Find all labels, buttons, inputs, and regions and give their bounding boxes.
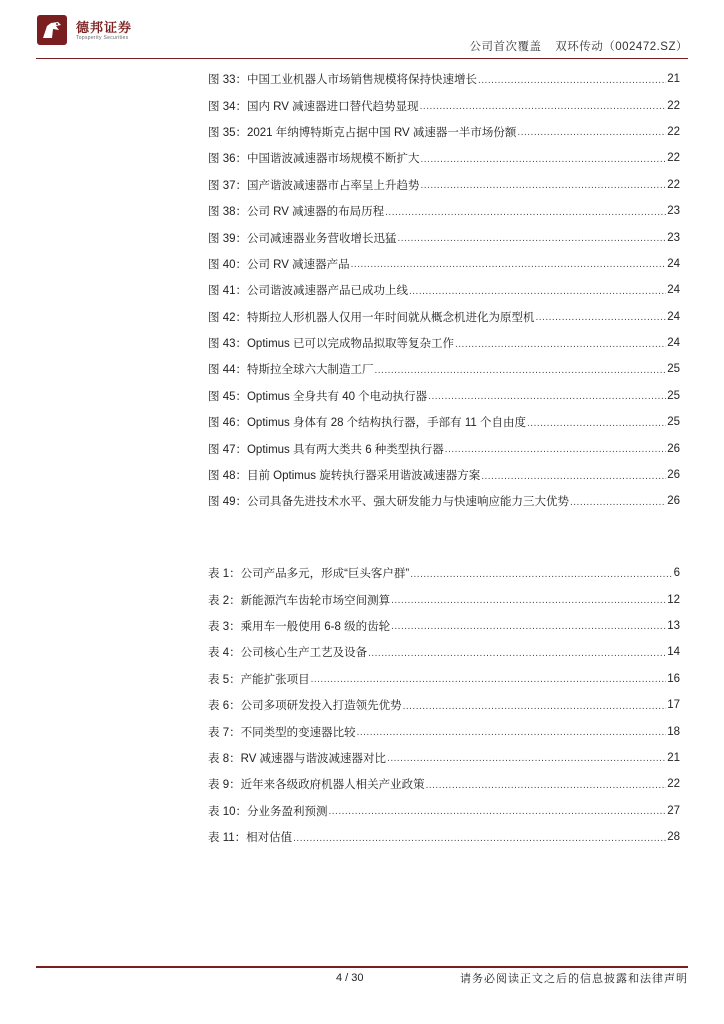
toc-entry-title: 图 43：Optimus 已可以完成物品拟取等复杂工作 (208, 338, 454, 351)
figure-toc-entry[interactable] (208, 66, 680, 92)
logo-subtitle: Topsperity Securities (76, 35, 129, 41)
toc-page-number: 25 (667, 389, 680, 402)
table-toc-entry[interactable] (208, 586, 680, 612)
toc-leader-dots (351, 259, 667, 270)
figure-toc-entry[interactable] (208, 224, 680, 250)
page-number: 4 / 30 (336, 972, 364, 984)
toc-page-number: 22 (667, 778, 680, 791)
figure-toc-entry[interactable] (208, 462, 680, 488)
figure-toc-entry[interactable] (208, 383, 680, 409)
figure-toc-entry[interactable] (208, 119, 680, 145)
table-toc-entry[interactable] (208, 718, 680, 744)
table-toc-entry[interactable] (208, 692, 680, 718)
toc-entry-title: 表 2：新能源汽车齿轮市场空间测算 (208, 594, 391, 607)
toc-entry-title: 表 8：RV 减速器与谐波减速器对比 (208, 752, 387, 765)
figure-toc-entry[interactable] (208, 251, 680, 277)
toc-page-number: 21 (667, 73, 680, 86)
table-toc-entry[interactable] (208, 798, 680, 824)
toc-leader-dots (478, 75, 666, 86)
toc-entry-title: 表 4：公司核心生产工艺及设备 (208, 647, 368, 660)
toc-leader-dots (481, 471, 666, 482)
report-type: 公司首次覆盖 (469, 41, 542, 53)
toc-entry-title: 图 40：公司 RV 减速器产品 (208, 258, 350, 271)
logo-name: 德邦证券 (76, 20, 133, 35)
table-toc-entry[interactable] (208, 639, 680, 665)
table-toc-entry[interactable] (208, 745, 680, 771)
toc-page-number: 6 (673, 567, 680, 580)
toc-entry-title: 表 7：不同类型的变速器比较 (208, 726, 356, 739)
toc-entry-title: 表 10：分业务盈利预测 (208, 805, 328, 818)
footer-divider (36, 966, 688, 968)
toc-leader-dots (387, 753, 666, 764)
toc-entry-title: 图 48：目前 Optimus 旋转执行器采用谐波减速器方案 (208, 470, 481, 483)
toc-page-number: 17 (667, 699, 680, 712)
toc-leader-dots (385, 207, 666, 218)
toc-leader-dots (311, 674, 667, 685)
toc-entry-title: 表 5：产能扩张项目 (208, 673, 310, 686)
toc-page-number: 26 (667, 495, 680, 508)
toc-leader-dots (570, 497, 666, 508)
header-divider (36, 58, 688, 59)
toc-leader-dots (403, 701, 667, 712)
toc-leader-dots (420, 101, 667, 112)
toc-page-number: 24 (667, 337, 680, 350)
table-list (208, 560, 680, 850)
toc-entry-title: 图 38：公司 RV 减速器的布局历程 (208, 206, 385, 219)
figure-toc-entry[interactable] (208, 304, 680, 330)
table-toc-entry[interactable] (208, 666, 680, 692)
toc-page-number: 25 (667, 416, 680, 429)
toc-page-number: 14 (667, 646, 680, 659)
toc-leader-dots (391, 595, 666, 606)
figure-toc-entry[interactable] (208, 145, 680, 171)
toc-page-number: 22 (667, 125, 680, 138)
figure-list (208, 66, 680, 515)
toc-entry-title: 图 44：特斯拉全球六大制造工厂 (208, 364, 374, 377)
figure-toc-entry[interactable] (208, 172, 680, 198)
toc-entry-title: 图 39：公司减速器业务营收增长迅猛 (208, 232, 397, 245)
toc-page-number: 23 (667, 205, 680, 218)
toc-leader-dots (421, 180, 667, 191)
toc-entry-title: 图 46：Optimus 身体有 28 个结构执行器，手部有 11 个自由度 (208, 417, 527, 430)
toc-page-number: 16 (667, 672, 680, 685)
figure-toc-entry[interactable] (208, 488, 680, 514)
table-toc-entry[interactable] (208, 613, 680, 639)
toc-page-number: 23 (667, 231, 680, 244)
figure-toc-entry[interactable] (208, 277, 680, 303)
toc-page-number: 28 (667, 831, 680, 844)
toc-entry-title: 图 35：2021 年纳博特斯克占据中国 RV 减速器一半市场份额 (208, 126, 517, 139)
toc-page-number: 27 (667, 804, 680, 817)
toc-leader-dots (357, 727, 667, 738)
toc-leader-dots (375, 365, 667, 376)
toc-leader-dots (445, 444, 666, 455)
toc-leader-dots (409, 286, 666, 297)
figure-toc-entry[interactable] (208, 330, 680, 356)
toc-leader-dots (329, 806, 667, 817)
toc-entry-title: 图 47：Optimus 具有两大类共 6 种类型执行器 (208, 443, 444, 456)
toc-entry-title: 图 42：特斯拉人形机器人仅用一年时间就从概念机进化为原型机 (208, 311, 535, 324)
toc-page-number: 22 (667, 178, 680, 191)
toc-page-number: 18 (667, 725, 680, 738)
toc-leader-dots (398, 233, 667, 244)
toc-entry-title: 表 9：近年来各级政府机器人相关产业政策 (208, 779, 425, 792)
table-toc-entry[interactable] (208, 560, 680, 586)
toc-leader-dots (293, 833, 666, 844)
company-logo (36, 14, 156, 48)
toc-leader-dots (535, 312, 666, 323)
toc-entry-title: 图 34：国内 RV 减速器进口替代趋势显现 (208, 100, 419, 113)
toc-leader-dots (391, 621, 666, 632)
toc-page-number: 24 (667, 310, 680, 323)
table-toc-entry[interactable] (208, 771, 680, 797)
toc-entry-title: 表 6：公司多项研发投入打造领先优势 (208, 700, 402, 713)
figure-toc-entry[interactable] (208, 356, 680, 382)
table-toc-entry[interactable] (208, 824, 680, 850)
toc-leader-dots (428, 391, 666, 402)
toc-page-number: 22 (667, 152, 680, 165)
toc-entry-title: 表 11：相对估值 (208, 832, 293, 845)
toc-leader-dots (426, 780, 667, 791)
toc-page-number: 24 (667, 284, 680, 297)
toc-entry-title: 图 45：Optimus 全身共有 40 个电动执行器 (208, 390, 428, 403)
dragon-logo-icon (36, 14, 68, 46)
toc-page-number: 12 (667, 593, 680, 606)
toc-entry-title: 图 49：公司具备先进技术水平、强大研发能力与快速响应能力三大优势 (208, 496, 569, 509)
toc-leader-dots (455, 339, 666, 350)
toc-leader-dots (410, 569, 672, 580)
figure-toc-entry[interactable] (208, 92, 680, 118)
toc-page-number: 26 (667, 442, 680, 455)
toc-entry-title: 图 36：中国谐波减速器市场规模不断扩大 (208, 153, 420, 166)
toc-entry-title: 表 3：乘用车一般使用 6-8 级的齿轮 (208, 620, 391, 633)
toc-page-number: 13 (667, 619, 680, 632)
figure-toc-entry[interactable] (208, 198, 680, 224)
report-header-info (460, 38, 688, 54)
toc-entry-title: 图 37：国产谐波减速器市占率呈上升趋势 (208, 179, 420, 192)
toc-entry-title: 表 1：公司产品多元，形成“巨头客户群” (208, 568, 410, 581)
toc-page-number: 24 (667, 257, 680, 270)
toc-leader-dots (527, 418, 666, 429)
toc-entry-title: 图 33：中国工业机器人市场销售规模将保持快速增长 (208, 74, 477, 87)
toc-page-number: 22 (667, 99, 680, 112)
toc-leader-dots (368, 648, 666, 659)
toc-leader-dots (421, 154, 667, 165)
toc-entry-title: 图 41：公司谐波减速器产品已成功上线 (208, 285, 408, 298)
toc-page-number: 21 (667, 751, 680, 764)
company-name: 双环传动（002472.SZ） (555, 41, 688, 53)
figure-toc-entry[interactable] (208, 409, 680, 435)
page-header (0, 0, 724, 60)
toc-leader-dots (517, 127, 666, 138)
toc-page-number: 26 (667, 469, 680, 482)
disclaimer-text: 请务必阅读正文之后的信息披露和法律声明 (460, 973, 688, 985)
figure-toc-entry[interactable] (208, 435, 680, 461)
toc-page-number: 25 (667, 363, 680, 376)
